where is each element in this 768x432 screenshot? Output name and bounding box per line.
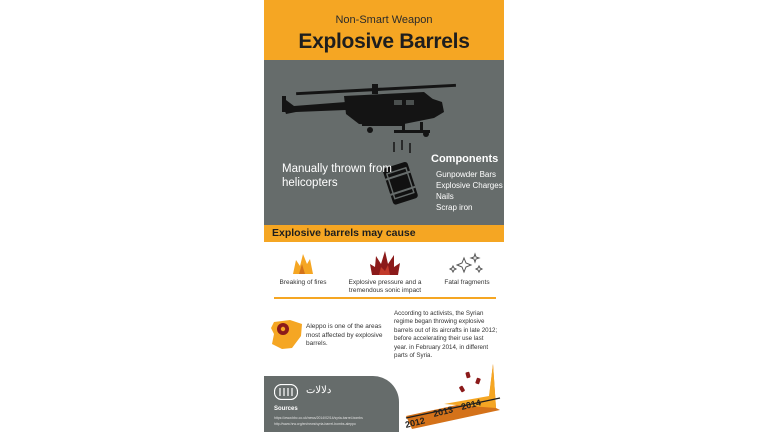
effect-fire bbox=[270, 250, 336, 286]
timeline-graphic bbox=[404, 358, 502, 430]
effect-explosion bbox=[342, 250, 428, 294]
timeline-year: 2014 bbox=[460, 397, 482, 412]
aleppo-text: Aleppo is one of the areas most affected by explosive barrels. bbox=[306, 323, 383, 347]
effect-label: Breaking of fires bbox=[279, 279, 327, 286]
helicopter-icon bbox=[274, 74, 486, 140]
delivery-section bbox=[264, 60, 504, 225]
effect-label: Explosive pressure and a tremendous sonic impact bbox=[348, 279, 422, 294]
header-banner bbox=[264, 0, 504, 60]
activists-text: According to activists, the Syrian regime began throwing explosive barrels out of its aircrafts in late 2012; before accelerating their use last year. in February 2014, in different parts of Syria. bbox=[394, 310, 498, 360]
section-divider bbox=[274, 297, 496, 299]
sources-title: Sources bbox=[274, 406, 298, 412]
effects-title-bar bbox=[264, 225, 504, 242]
components-list bbox=[436, 169, 503, 213]
footer bbox=[264, 376, 399, 432]
components-title: Components bbox=[431, 153, 499, 165]
syria-map-icon bbox=[268, 318, 304, 352]
fire-icon bbox=[270, 250, 336, 276]
list-item: Nails bbox=[436, 192, 454, 201]
effects-title: Explosive barrels may cause bbox=[272, 227, 416, 239]
source-link[interactable]: http://www.hrw.org/en/news/syria-barrel-bombs-aleppo bbox=[274, 422, 356, 426]
list-item: Explosive Charges bbox=[436, 181, 503, 190]
explosion-icon bbox=[342, 250, 428, 276]
fragments-icon bbox=[434, 250, 500, 276]
page-title: Explosive Barrels bbox=[298, 30, 470, 53]
infographic bbox=[264, 0, 504, 432]
timeline-year: 2012 bbox=[404, 415, 426, 430]
logo-icon bbox=[274, 384, 298, 400]
list-item: Gunpowder Bars bbox=[436, 170, 497, 179]
timeline-year: 2013 bbox=[432, 404, 454, 419]
brand-logo-text: دلالات bbox=[306, 385, 332, 396]
effect-fragments bbox=[434, 250, 500, 286]
source-link[interactable]: https://www.bbc.co.uk/news/2014/02/14/syria-barrel-bombs bbox=[274, 416, 363, 420]
page-subtitle: Non-Smart Weapon bbox=[335, 14, 433, 26]
list-item: Scrap iron bbox=[436, 203, 473, 212]
delivery-text: Manually thrown from helicopters bbox=[282, 163, 392, 189]
effect-label: Fatal fragments bbox=[444, 279, 490, 286]
